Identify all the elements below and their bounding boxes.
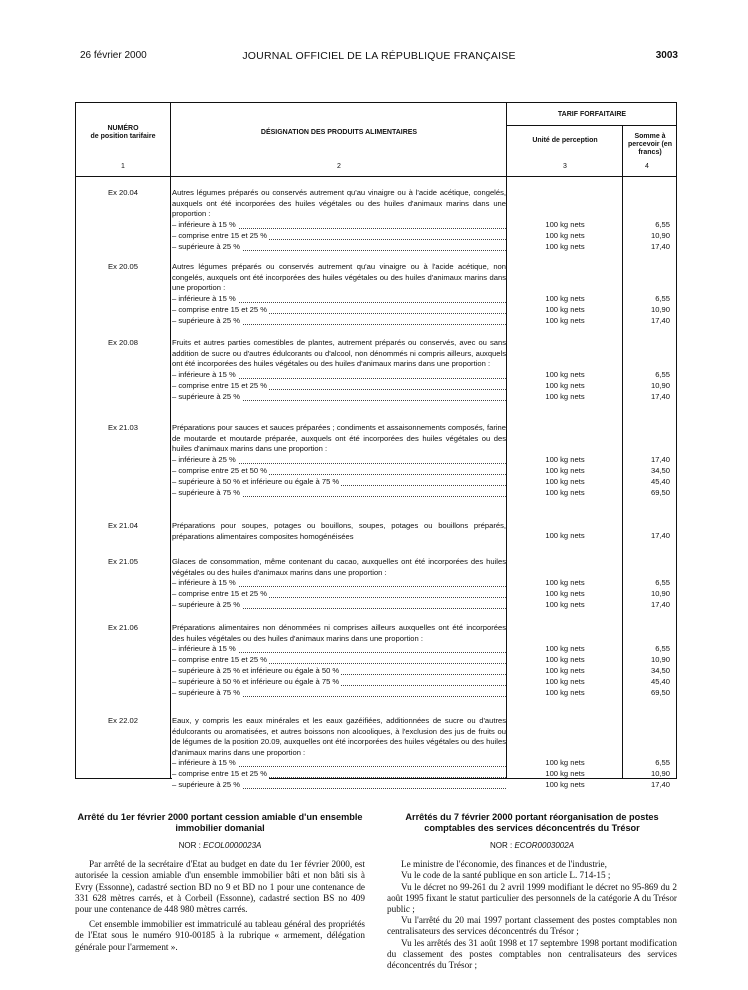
designation-subline: – supérieure à 25 % bbox=[172, 600, 506, 611]
designation-subline: – comprise entre 15 et 25 % bbox=[172, 381, 506, 392]
designation-subline: – supérieure à 25 % et inférieure ou égale à 50 % bbox=[172, 666, 506, 677]
perception-unit: 100 kg nets bbox=[545, 220, 585, 229]
perception-unit: 100 kg nets bbox=[545, 677, 585, 686]
product-designation bbox=[172, 338, 506, 403]
perception-unit: 100 kg nets bbox=[545, 780, 585, 789]
amount-francs: 69,50 bbox=[650, 488, 670, 497]
perception-unit: 100 kg nets bbox=[545, 316, 585, 325]
designation-subline: – inférieure à 15 % bbox=[172, 370, 506, 381]
tarif-header: TARIF FORFAITAIRE bbox=[557, 111, 627, 118]
perception-unit: 100 kg nets bbox=[545, 769, 585, 778]
designation-text: Glaces de consommation, même contenant du cacao, auxquelles ont été incorporées des huiles végétales ou des huiles d'animaux marins dans une proportion : bbox=[172, 557, 506, 577]
amount-francs: 10,90 bbox=[650, 231, 670, 240]
page-number: 3003 bbox=[655, 50, 678, 61]
amount-francs: 6,55 bbox=[655, 758, 670, 767]
designation-subline: – supérieure à 25 % bbox=[172, 780, 506, 791]
perception-unit: 100 kg nets bbox=[545, 294, 585, 303]
designation-subline: – comprise entre 25 et 50 % bbox=[172, 466, 506, 477]
designation-text: Préparations pour soupes, potages ou bouillons, soupes, potages ou bouillons préparés, préparations alimentaires composites homogénéisées bbox=[172, 521, 506, 541]
left-article-nor: NOR : ECOL0000023A bbox=[178, 841, 262, 850]
tariff-position-number: Ex 20.04 bbox=[108, 188, 138, 197]
tariff-position-number: Ex 21.04 bbox=[108, 521, 138, 530]
amount-francs: 34,50 bbox=[650, 666, 670, 675]
left-article-paragraph: Cet ensemble immobilier est immatriculé au tableau général des propriétés de l'Etat sous le numéro 910-00185 à la rubrique « armement, délégation générale pour l'armement ». bbox=[75, 919, 365, 952]
col3-header: Unité de perception bbox=[532, 137, 598, 144]
designation-subline: – inférieure à 15 % bbox=[172, 220, 506, 231]
left-article-paragraph: Par arrêté de la secrétaire d'Etat au budget en date du 1er février 2000, est autorisée la cession amiable d'un ensemble immobilier bâti et non bâti sis à Evry (Essonne), cadastré section BD no 9 et BD no 1 pour une contenance de 331 628 mètres carrés, et à Corbeil (Essonne), cadastré section BS no 409 pour une contenance de 448 980 mètres carrés. bbox=[75, 859, 365, 915]
perception-unit: 100 kg nets bbox=[545, 488, 585, 497]
designation-text: Préparations alimentaires non dénommées ni comprises ailleurs auxquelles ont été incorporées des huiles végétales ou des huiles d'animaux marins dans une proportion : bbox=[172, 623, 506, 643]
journal-title: JOURNAL OFFICIEL DE LA RÉPUBLIQUE FRANÇAISE bbox=[242, 50, 516, 62]
designation-subline: – supérieure à 75 % bbox=[172, 488, 506, 499]
right-article-paragraph: Le ministre de l'économie, des finances et de l'industrie, bbox=[401, 859, 607, 870]
amount-francs: 45,40 bbox=[650, 677, 670, 686]
col1-header: NUMÉRO de position tarifaire bbox=[90, 125, 156, 140]
product-designation bbox=[172, 557, 506, 611]
tariff-position-number: Ex 20.05 bbox=[108, 262, 138, 271]
perception-unit: 100 kg nets bbox=[545, 455, 585, 464]
col3-number: 3 bbox=[563, 163, 567, 170]
tariff-position-number: Ex 21.03 bbox=[108, 423, 138, 432]
perception-unit: 100 kg nets bbox=[545, 600, 585, 609]
designation-subline: – inférieure à 15 % bbox=[172, 644, 506, 655]
perception-unit: 100 kg nets bbox=[545, 392, 585, 401]
amount-francs: 17,40 bbox=[650, 600, 670, 609]
tariff-position-number: Ex 21.05 bbox=[108, 557, 138, 566]
left-article-title: Arrêté du 1er février 2000 portant cession amiable d'un ensemble immobilier domanial bbox=[77, 812, 363, 833]
right-article-title: Arrêtés du 7 février 2000 portant réorganisation de postes comptables des services déconcentrés du Trésor bbox=[405, 812, 659, 833]
designation-subline: – supérieure à 75 % bbox=[172, 688, 506, 699]
designation-subline: – supérieure à 50 % et inférieure ou égale à 75 % bbox=[172, 677, 506, 688]
designation-subline: – inférieure à 15 % bbox=[172, 294, 506, 305]
perception-unit: 100 kg nets bbox=[545, 655, 585, 664]
col1-number: 1 bbox=[121, 163, 125, 170]
designation-subline: – supérieure à 25 % bbox=[172, 242, 506, 253]
amount-francs: 17,40 bbox=[650, 455, 670, 464]
amount-francs: 34,50 bbox=[650, 466, 670, 475]
perception-unit: 100 kg nets bbox=[545, 305, 585, 314]
amount-francs: 17,40 bbox=[650, 531, 670, 540]
amount-francs: 6,55 bbox=[655, 644, 670, 653]
col4-number: 4 bbox=[645, 163, 649, 170]
amount-francs: 6,55 bbox=[655, 220, 670, 229]
left-article bbox=[75, 812, 365, 957]
issue-date: 26 février 2000 bbox=[80, 50, 147, 61]
product-designation bbox=[172, 188, 506, 253]
perception-unit: 100 kg nets bbox=[545, 578, 585, 587]
amount-francs: 45,40 bbox=[650, 477, 670, 486]
designation-text: Fruits et autres parties comestibles de plantes, autrement préparés ou conservés, avec ou sans addition de sucre ou d'autres édulcorants ou d'alcool, non dénommés ni compris ailleurs, auxquels ont été incorporées des huiles végétales ou des huiles d'animaux marins dans une proportion : bbox=[172, 338, 506, 368]
right-article bbox=[387, 812, 677, 971]
amount-francs: 69,50 bbox=[650, 688, 670, 697]
amount-francs: 17,40 bbox=[650, 392, 670, 401]
tariff-position-number: Ex 21.06 bbox=[108, 623, 138, 632]
amount-francs: 6,55 bbox=[655, 294, 670, 303]
tariff-position-number: Ex 20.08 bbox=[108, 338, 138, 347]
right-article-paragraph: Vu le code de la santé publique en son article L. 714-15 ; bbox=[401, 870, 611, 881]
tariff-table bbox=[75, 102, 677, 789]
amount-francs: 17,40 bbox=[650, 316, 670, 325]
designation-subline: – comprise entre 15 et 25 % bbox=[172, 655, 506, 666]
amount-francs: 6,55 bbox=[655, 578, 670, 587]
amount-francs: 10,90 bbox=[650, 655, 670, 664]
designation-subline: – supérieure à 25 % bbox=[172, 392, 506, 403]
designation-text: Autres légumes préparés ou conservés autrement qu'au vinaigre ou à l'acide acétique, congelés, auxquels ont été incorporées des huiles végétales ou des huiles d'animaux marins dans une proportion : bbox=[172, 188, 506, 218]
col2-number: 2 bbox=[337, 163, 341, 170]
amount-francs: 17,40 bbox=[650, 780, 670, 789]
amount-francs: 17,40 bbox=[650, 242, 670, 251]
designation-text: Autres légumes préparés ou conservés autrement qu'au vinaigre ou à l'acide acétique, non congelés, auxquels ont été incorporées des huiles végétales ou des huiles d'animaux marins dans une proportion : bbox=[172, 262, 506, 292]
product-designation bbox=[172, 521, 506, 542]
designation-subline: – inférieure à 15 % bbox=[172, 578, 506, 589]
product-designation bbox=[172, 623, 506, 699]
perception-unit: 100 kg nets bbox=[545, 477, 585, 486]
page-header bbox=[80, 50, 678, 64]
perception-unit: 100 kg nets bbox=[545, 242, 585, 251]
amount-francs: 6,55 bbox=[655, 370, 670, 379]
designation-subline: – inférieure à 25 % bbox=[172, 455, 506, 466]
product-designation bbox=[172, 262, 506, 327]
perception-unit: 100 kg nets bbox=[545, 466, 585, 475]
amount-francs: 10,90 bbox=[650, 769, 670, 778]
product-designation bbox=[172, 423, 506, 499]
perception-unit: 100 kg nets bbox=[545, 644, 585, 653]
designation-subline: – comprise entre 15 et 25 % bbox=[172, 231, 506, 242]
designation-text: Préparations pour sauces et sauces préparées ; condiments et assaisonnements composés, farine de moutarde et moutarde préparée, auxquels ont été incorporées des huiles végétales ou des huiles d'animaux marins dans une proportion : bbox=[172, 423, 506, 453]
perception-unit: 100 kg nets bbox=[545, 589, 585, 598]
designation-text: Eaux, y compris les eaux minérales et les eaux gazéifiées, additionnées de sucre ou d'autres édulcorants ou aromatisées, et autres boissons non alcooliques, à l'exclusion des jus de fruits ou de légumes de la position 20.09, auxquelles ont été incorporées des huiles végétales ou des huiles d'animaux marins dans une proportion : bbox=[172, 716, 506, 757]
perception-unit: 100 kg nets bbox=[545, 231, 585, 240]
designation-subline: – comprise entre 15 et 25 % bbox=[172, 305, 506, 316]
articles bbox=[75, 812, 677, 982]
perception-unit: 100 kg nets bbox=[545, 688, 585, 697]
col4-header: Somme à percevoir (en francs) bbox=[628, 133, 672, 156]
designation-subline: – comprise entre 15 et 25 % bbox=[172, 589, 506, 600]
designation-subline: – supérieure à 25 % bbox=[172, 316, 506, 327]
designation-subline: – inférieure à 15 % bbox=[172, 758, 506, 769]
col2-header: DÉSIGNATION DES PRODUITS ALIMENTAIRES bbox=[260, 129, 418, 136]
right-article-paragraph: Vu le décret no 99-261 du 2 avril 1999 modifiant le décret no 95-869 du 2 août 1995 fixant le statut particulier des personnels de la catégorie A du Trésor public ; bbox=[387, 881, 677, 915]
amount-francs: 10,90 bbox=[650, 381, 670, 390]
perception-unit: 100 kg nets bbox=[545, 531, 585, 540]
perception-unit: 100 kg nets bbox=[545, 666, 585, 675]
perception-unit: 100 kg nets bbox=[545, 381, 585, 390]
right-article-paragraph: Vu les arrêtés des 31 août 1998 et 17 septembre 1998 portant modification du classement des postes comptables non centralisateurs des services déconcentrés du Trésor ; bbox=[387, 937, 677, 971]
designation-subline: – comprise entre 15 et 25 % bbox=[172, 769, 506, 780]
amount-francs: 10,90 bbox=[650, 305, 670, 314]
tariff-position-number: Ex 22.02 bbox=[108, 716, 138, 725]
perception-unit: 100 kg nets bbox=[545, 758, 585, 767]
product-designation bbox=[172, 716, 506, 791]
amount-francs: 10,90 bbox=[650, 589, 670, 598]
right-article-paragraph: Vu l'arrêté du 20 mai 1997 portant classement des postes comptables non centralisateurs des services déconcentrés du Trésor ; bbox=[387, 915, 677, 937]
perception-unit: 100 kg nets bbox=[545, 370, 585, 379]
right-article-nor: NOR : ECOR0003002A bbox=[489, 841, 575, 850]
designation-subline: – supérieure à 50 % et inférieure ou égale à 75 % bbox=[172, 477, 506, 488]
